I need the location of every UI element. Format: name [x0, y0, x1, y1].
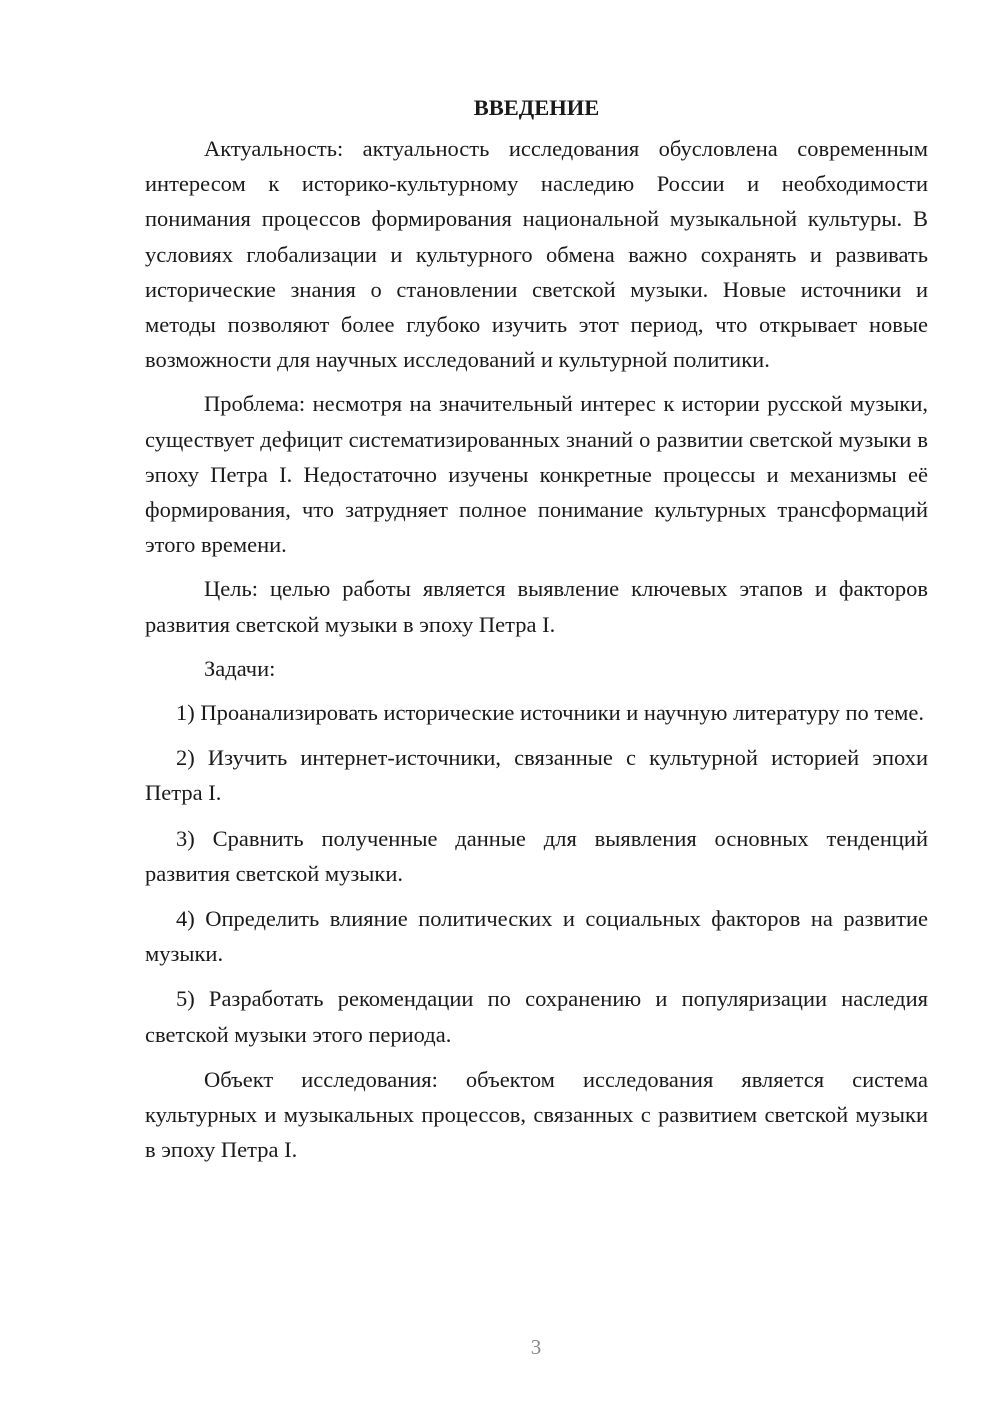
- page-number: 3: [530, 1335, 542, 1359]
- task-list: [145, 695, 928, 1052]
- page-title: ВВЕДЕНИЕ: [473, 95, 600, 120]
- paragraph-relevance: Актуальность: актуальность исследования обусловлена современным интересом к историко-культурному наследию России и необходимости понимания процессов формирования национальной музыкальной культуры. В условиях глобализации и культурного обмена важно сохранять и развивать исторические знания о становлении светской музыки. Новые источники и методы позволяют более глубоко изучить этот период, что открывает новые возможности для научных исследований и культурной политики.: [145, 136, 928, 373]
- paragraph-object: Объект исследования: объектом исследования является система культурных и музыкальных процессов, связанных с развитием светской музыки в эпоху Петра I.: [145, 1066, 928, 1163]
- document-page: [145, 90, 928, 1176]
- task-item-5: 5) Разработать рекомендации по сохранению и популяризации наследия светской музыки этого периода.: [145, 986, 928, 1047]
- task-item-4: 4) Определить влияние политических и социальных факторов на развитие музыки.: [145, 906, 928, 967]
- task-item-3: 3) Сравнить полученные данные для выявления основных тенденций развития светской музыки.: [145, 825, 928, 886]
- paragraph-goal: Цель: целью работы является выявление ключевых этапов и факторов развития светской музыки в эпоху Петра I.: [145, 576, 928, 637]
- tasks-heading: Задачи:: [204, 655, 276, 681]
- paragraph-problem: Проблема: несмотря на значительный интерес к истории русской музыки, существует дефицит систематизированных знаний о развитии светской музыки в эпоху Петра I. Недостаточно изучены конкретные процессы и механизмы её формирования, что затрудняет полное понимание культурных трансформаций этого времени.: [145, 391, 928, 558]
- task-item-1: 1) Проанализировать исторические источники и научную литературу по теме.: [176, 700, 925, 726]
- task-item-2: 2) Изучить интернет-источники, связанные с культурной историей эпохи Петра I.: [145, 745, 928, 806]
